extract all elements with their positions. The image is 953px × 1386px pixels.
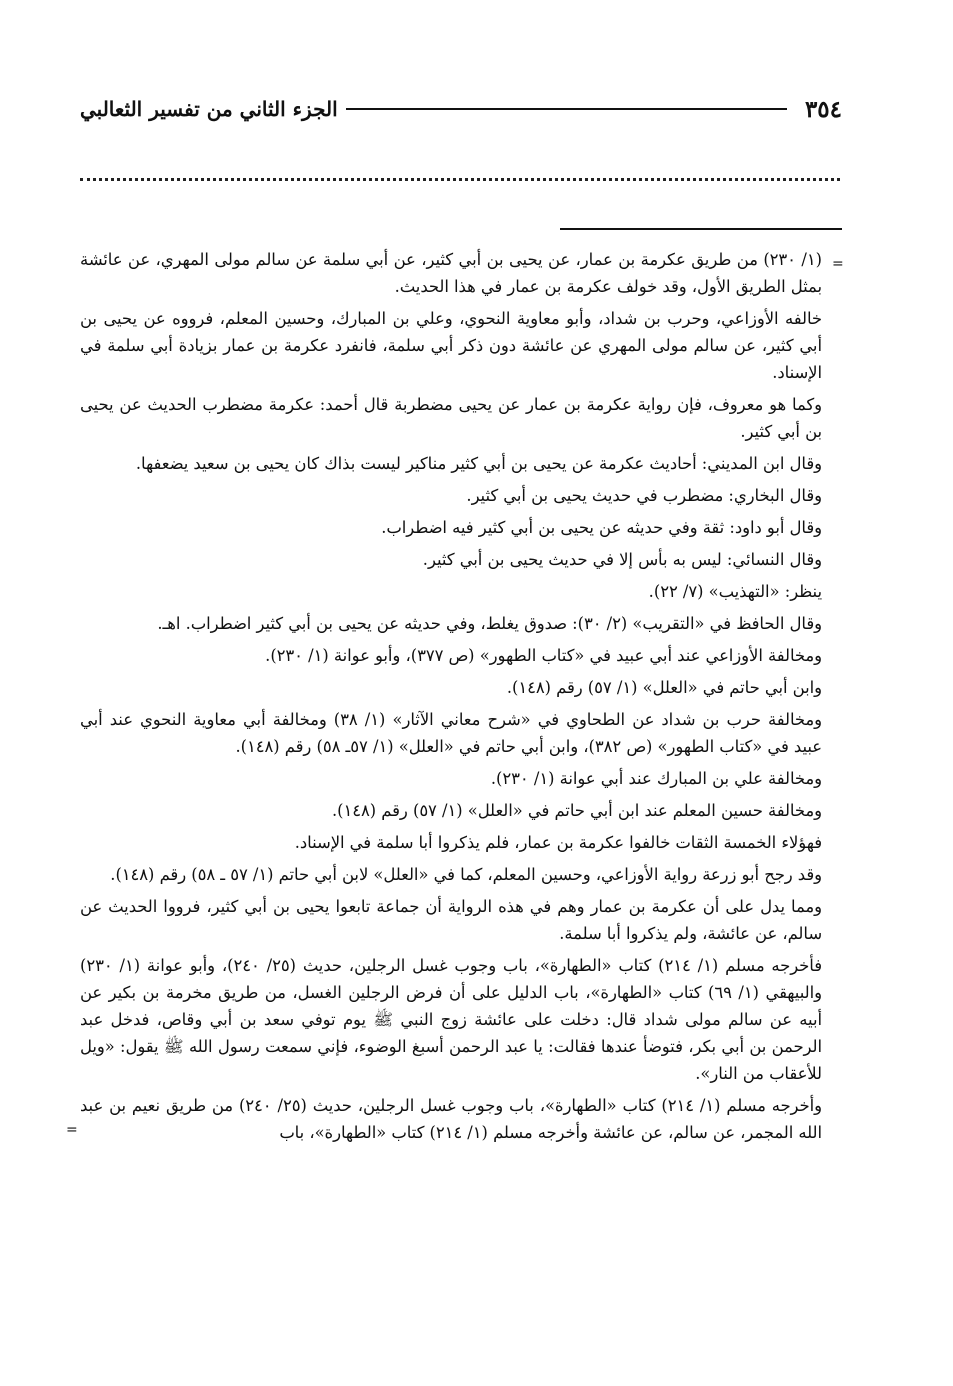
- footnote-paragraph: ومما يدل على أن عكرمة بن عمار وهم في هذه الرواية أن جماعة تابعوا يحيى بن أبي كثير، فرووا الحديث عن سالم، عن عائشة، ولم يذكروا أبا سلمة.: [80, 897, 822, 943]
- continuation-mark: =: [832, 256, 842, 272]
- footnote-paragraph: وقال الحافظ في «التقريب» (٢/ ٣٠): صدوق يغلط، وفي حديثه عن يحيى بن أبي كثير اضطراب. اهـ.: [157, 614, 822, 633]
- dotted-separator: [80, 178, 840, 181]
- footnote-paragraph: وقال النسائي: ليس به بأس إلا في حديث يحيى بن أبي كثير.: [422, 550, 822, 569]
- footnote-paragraph: وقد رجح أبو زرعة رواية الأوزاعي، وحسين المعلم، كما في «العلل» لابن أبي حاتم (١/ ٥٧ ـ ٥٨) رقم (١٤٨).: [110, 865, 822, 884]
- page-number: ٣٥٤: [804, 95, 842, 123]
- footnote-paragraph: ومخالفة الأوزاعي عند أبي عبيد في «كتاب الطهور» (ص ٣٧٧)، وأبو عوانة (١/ ٢٣٠).: [265, 646, 822, 665]
- footnote-text: [66, 246, 822, 1151]
- continuation-end-mark: =: [66, 1122, 78, 1138]
- footnote-paragraph: ينظر: «التهذيب» (٧/ ٢٢).: [648, 582, 822, 601]
- header-rule: [346, 108, 787, 110]
- footnote-paragraph: (١/ ٢٣٠) من طريق عكرمة بن عمار، عن يحيى بن أبي كثير، عن أبي سلمة عن سالم مولى المهري، عن عائشة بمثل الطريق الأول، وقد خولف عكرمة بن عمار في هذا الحديث.: [80, 250, 822, 296]
- footnote-paragraph: فهؤلاء الخمسة الثقات خالفوا عكرمة بن عمار، فلم يذكروا أبا سلمة في الإسناد.: [294, 833, 822, 852]
- running-title: الجزء الثاني من تفسير الثعالبي: [80, 97, 338, 121]
- footnote-separator-rule: [560, 228, 842, 230]
- footnote-paragraph: ومخالفة حسين المعلم عند ابن أبي حاتم في «العلل» (١/ ٥٧) رقم (١٤٨).: [331, 801, 822, 820]
- page-header: [80, 94, 842, 124]
- footnote-paragraph: ومخالفة علي بن المبارك عند أبي عوانة (١/ ٢٣٠).: [490, 769, 822, 788]
- footnote-paragraph: وقال البخاري: مضطرب في حديث يحيى بن أبي كثير.: [466, 486, 822, 505]
- footnote-last-paragraph: [66, 1092, 822, 1146]
- footnote-paragraph: وقال ابن المديني: أحاديث عكرمة عن يحيى بن أبي كثير مناكير ليست بذاك كان يحيى بن سعيد يضعفها.: [135, 454, 822, 473]
- footnote-paragraph: وقال أبو داود: ثقة وفي حديثه عن يحيى بن أبي كثير فيه اضطراب.: [381, 518, 822, 537]
- footnote-paragraph-text: وأخرجه مسلم (١/ ٢١٤) كتاب «الطهارة»، باب وجوب غسل الرجلين، حديث (٢٥/ ٢٤٠) من طريق نعيم بن عبد الله المجمر، عن سالم، عن عائشة وأخرجه مسلم (١/ ٢١٤) كتاب «الطهارة»، باب: [80, 1096, 822, 1142]
- footnote-paragraph: فأخرجه مسلم (١/ ٢١٤) كتاب «الطهارة»، باب وجوب غسل الرجلين، حديث (٢٥/ ٢٤٠)، وأبو عوانة (١/ ٢٣٠) والبيهقي (١/ ٦٩) كتاب «الطهارة»، باب الدليل على أن فرض الرجلين الغسل، من طريق مخرمة بن بكير عن أبيه عن سالم مولى شداد قال: دخلت على عائشة زوج النبي ﷺ يوم توفي سعد بن أبي وقاص، فدخل عبد الرحمن بن أبي بكر، فتوضأ عندها فقالت: يا عبد الرحمن أسبغ الوضوء، فإني سمعت رسول الله ﷺ يقول: «ويل للأعقاب من النار».: [80, 956, 822, 1083]
- footnote-paragraph: خالفه الأوزاعي، وحرب بن شداد، وأبو معاوية النحوي، وعلي بن المبارك، وحسين المعلم، فرووه عن يحيى بن أبي كثير، عن سالم مولى المهري عن عائشة دون ذكر أبي سلمة، فانفرد عكرمة بن عمار بزيادة أبي سلمة في الإسناد.: [80, 309, 822, 382]
- footnote-paragraph: وابن أبي حاتم في «العلل» (١/ ٥٧) رقم (١٤٨).: [506, 678, 822, 697]
- footnote-paragraph: وكما هو معروف، فإن رواية عكرمة بن عمار عن يحيى مضطربة قال أحمد: عكرمة مضطرب الحديث عن يحيى بن أبي كثير.: [80, 395, 822, 441]
- footnote-paragraph: ومخالفة حرب بن شداد عن الطحاوي في «شرح معاني الآثار» (١/ ٣٨) ومخالفة أبي معاوية النحوي عند أبي عبيد في «كتاب الطهور» (ص ٣٨٢)، وابن أبي حاتم في «العلل» (١/ ٥٧ـ ٥٨) رقم (١٤٨).: [80, 710, 822, 756]
